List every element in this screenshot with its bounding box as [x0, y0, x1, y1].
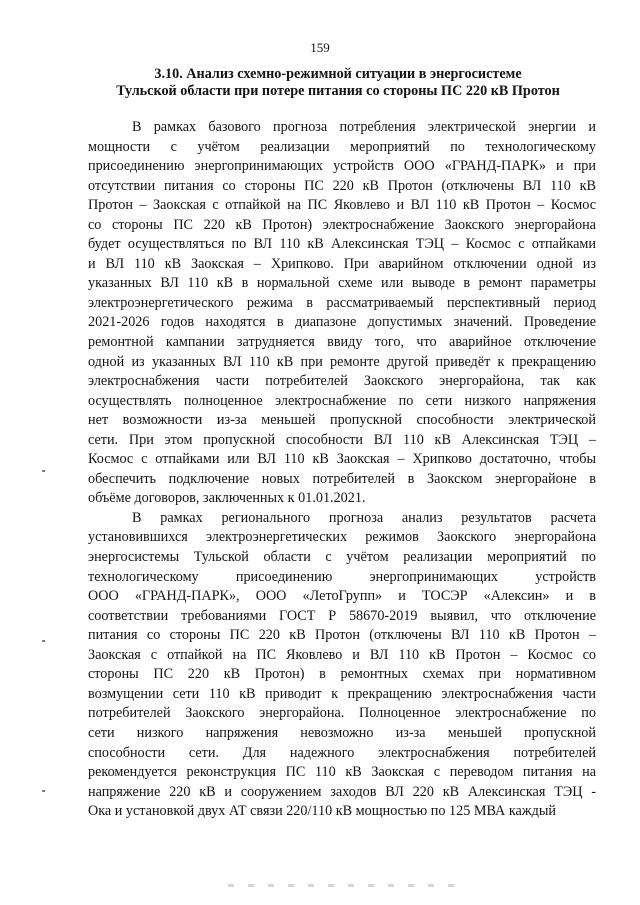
- text-line: обеспечить подключение новых потребителей в Заокском энергорайоне в: [88, 470, 596, 487]
- text-line: В рамках регионального прогноза анализ результатов расчета: [132, 509, 596, 526]
- text-line: В рамках базового прогноза потребления электрической энергии и: [132, 119, 596, 135]
- text-line: потребителей Заокского энергорайона. Полноценное электроснабжение по: [88, 705, 596, 722]
- text-line: возмущении сети 110 кВ приводит к прекращению электроснабжения части: [88, 685, 596, 702]
- section-heading: [88, 66, 588, 100]
- scan-margin-mark: [42, 470, 45, 472]
- text-line: сети низкого напряжения невозможно из-за меньшей пропускной: [88, 724, 596, 741]
- text-line: способности сети. Для надежного электроснабжения потребителей: [88, 744, 596, 761]
- text-line: электроэнергетического режима в рассматриваемый перспективный период: [88, 294, 596, 311]
- text-line: сети. При этом пропускной способности ВЛ 110 кВ Алексинская ТЭЦ –: [88, 431, 596, 448]
- text-line: со стороны ПС 220 кВ Протон) электроснабжение Заокского энергорайона: [88, 216, 596, 233]
- text-line: осуществлять полноценное электроснабжение по сети низкого напряжения: [88, 392, 596, 409]
- text-line: одной из указанных ВЛ 110 кВ при ремонте другой приведёт к прекращению: [88, 353, 596, 370]
- scan-margin-mark: [42, 790, 45, 792]
- paragraph-regional-forecast: [88, 509, 596, 822]
- scan-artifact: [228, 884, 458, 887]
- text-line: Протон – Заокская с отпайкой на ПС Яковлево и ВЛ 110 кВ Протон – Космос: [88, 197, 596, 214]
- text-line: напряжение 220 кВ и сооружением заходов ВЛ 220 кВ Алексинская ТЭЦ -: [88, 783, 596, 800]
- text-line: присоединению энергопринимающих устройств ООО «ГРАНД-ПАРК» и при: [88, 158, 596, 175]
- text-line: 2021-2026 годов находятся в диапазоне допустимых значений. Проведение: [88, 314, 596, 331]
- text-line: ООО «ГРАНД-ПАРК», ООО «ЛетоГрупп» и ТОСЭР «Алексин» и в: [88, 588, 596, 605]
- text-line: электроснабжения части потребителей Заокского энергорайона, так как: [88, 373, 596, 390]
- text-line: нет возможности из-за меньшей пропускной способности электрической: [88, 412, 596, 429]
- text-line: мощности с учётом реализации мероприятий по технологическому: [88, 138, 596, 155]
- section-heading-line-2: Тульской области при потере питания со стороны ПС 220 кВ Протон: [116, 83, 560, 99]
- text-line: технологическому присоединению энергопринимающих устройств: [88, 568, 596, 585]
- text-line: объёме договоров, заключенных к 01.01.2021.: [88, 490, 366, 507]
- text-line: будет осуществляться по ВЛ 110 кВ Алексинская ТЭЦ – Космос с отпайками: [88, 236, 596, 253]
- text-line: ремонтной кампании затрудняется ввиду того, что аварийное отключение: [88, 334, 596, 351]
- page-number: 159: [310, 40, 330, 55]
- text-line: Ока и установкой двух АТ связи 220/110 кВ мощностью по 125 МВА каждый: [88, 803, 556, 820]
- text-line: и ВЛ 110 кВ Заокская – Хрипково. При аварийном отключении одной из: [88, 255, 596, 272]
- text-line: Космос с отпайками или ВЛ 110 кВ Заокская – Хрипково достаточно, чтобы: [88, 451, 596, 468]
- text-line: питания со стороны ПС 220 кВ Протон (отключены ВЛ 110 кВ Протон –: [88, 627, 596, 644]
- paragraph-baseline-forecast: [88, 118, 596, 509]
- text-line: Заокская с отпайкой на ПС Яковлево и ВЛ 110 кВ Протон – Космос со: [88, 646, 596, 663]
- section-heading-line-1: 3.10. Анализ схемно-режимной ситуации в энергосистеме: [154, 66, 522, 82]
- text-line: соответствии требованиями ГОСТ Р 58670-2019 выявил, что отключение: [88, 607, 596, 624]
- text-line: рекомендуется реконструкция ПС 110 кВ Заокская с переводом питания на: [88, 764, 596, 781]
- text-line: энергосистемы Тульской области с учётом реализации мероприятий по: [88, 549, 596, 566]
- text-line: указанных ВЛ 110 кВ в нормальной схеме или выводе в ремонт параметры: [88, 275, 596, 292]
- text-line: отсутствии питания со стороны ПС 220 кВ Протон (отключены ВЛ 110 кВ: [88, 177, 596, 194]
- text-line: установившихся электроэнергетических режимов Заокского энергорайона: [88, 529, 596, 546]
- document-body: [88, 118, 596, 822]
- text-line: стороны ПС 220 кВ Протон) в ремонтных схемах при нормативном: [88, 666, 596, 683]
- scan-margin-mark: [42, 640, 45, 642]
